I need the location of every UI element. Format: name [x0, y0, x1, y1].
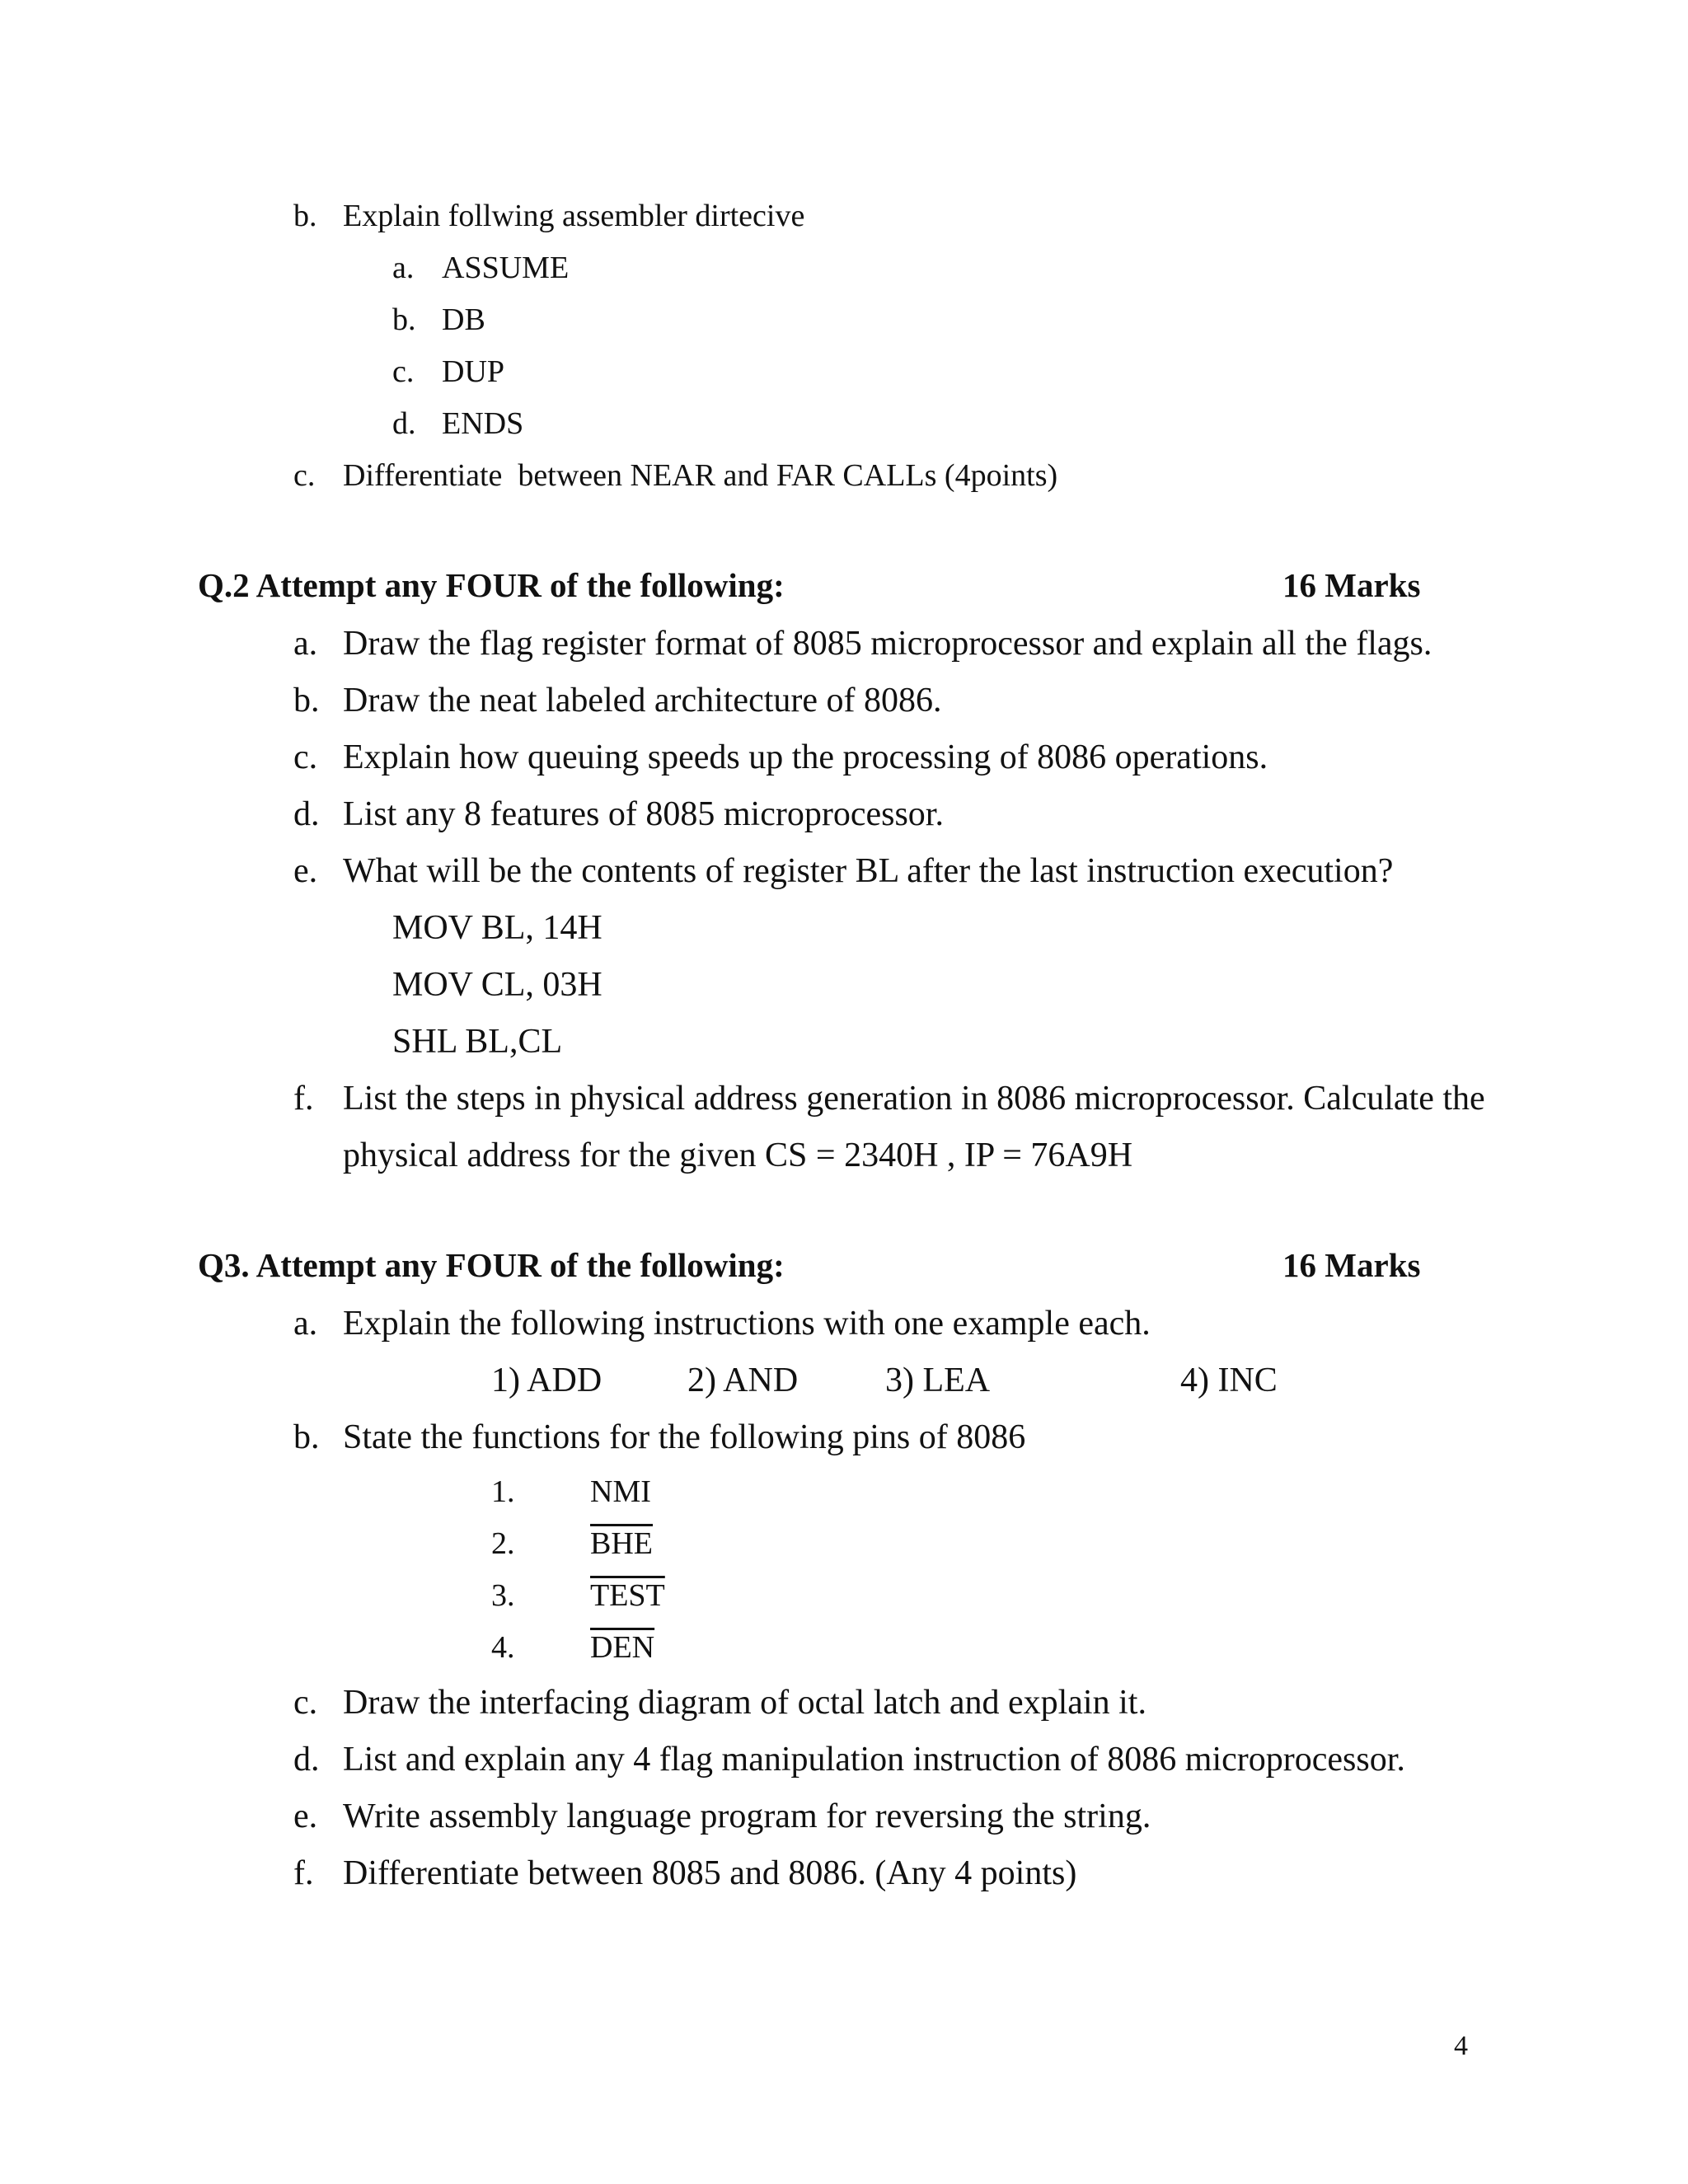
q3-d-text: List and explain any 4 flag manipulation instruction of 8086 microprocessor.	[343, 1741, 1405, 1779]
q3-a-instruction-inc: 4) INC	[1180, 1361, 1278, 1399]
q1-b-item-d-text: ENDS	[442, 406, 524, 441]
q3-b-pin-test: TEST	[590, 1578, 665, 1613]
q1-c-text: Differentiate between NEAR and FAR CALLs (4points)	[343, 458, 1058, 493]
q3-b-pin-den: $\overline{DEN}$	[590, 1630, 655, 1665]
q3-b-pin-2-num: 2.	[491, 1526, 515, 1561]
q3-b-pin-3-num: 3.	[491, 1578, 515, 1613]
q2-code-line-1: MOV BL, 14H	[392, 909, 603, 947]
q1-b-item-d-marker: d.	[392, 406, 416, 441]
q1-b-text: Explain follwing assembler dirtecive	[343, 199, 805, 233]
q2-item-c-text: Explain how queuing speeds up the processing of 8086 operations.	[343, 738, 1268, 776]
q3-f-marker: f.	[293, 1854, 314, 1892]
q3-marks: 16 Marks	[1282, 1246, 1421, 1284]
q2-marks: 16 Marks	[1282, 566, 1421, 604]
q2-item-d-marker: d.	[293, 795, 320, 833]
q1-b-item-c-marker: c.	[392, 354, 415, 389]
page-number: 4	[1454, 2031, 1468, 2061]
q3-b-text: State the functions for the following pins of 8086	[343, 1418, 1026, 1456]
q3-a-text: Explain the following instructions with one example each.	[343, 1305, 1151, 1343]
q3-b-pin-1-num: 1.	[491, 1474, 515, 1509]
q2-item-d-text: List any 8 features of 8085 microprocessor.	[343, 795, 944, 833]
q2-item-f-text-cont: physical address for the given CS = 2340H , IP = 76A9H	[343, 1137, 1133, 1174]
q2-item-e-marker: e.	[293, 852, 318, 890]
q3-a-marker: a.	[293, 1305, 318, 1343]
q1-b-item-a-marker: a.	[392, 251, 415, 285]
q1-b-item-c-text: DUP	[442, 354, 505, 389]
q2-item-f-marker: f.	[293, 1080, 314, 1118]
q3-a-instruction-lea: 3) LEA	[885, 1361, 991, 1399]
q3-f-text: Differentiate between 8085 and 8086. (Any 4 points)	[343, 1854, 1077, 1892]
q2-item-a-marker: a.	[293, 625, 318, 663]
q3-e-text: Write assembly language program for reversing the string.	[343, 1797, 1151, 1835]
q3-b-pin-nmi: NMI	[590, 1474, 651, 1509]
q2-item-a-text: Draw the flag register format of 8085 microprocessor and explain all the flags.	[343, 625, 1432, 663]
q3-b-pin-bhe: $\overline{BHE}$	[590, 1526, 653, 1561]
q3-b-pin-4-num: 4.	[491, 1630, 515, 1665]
q3-e-marker: e.	[293, 1797, 318, 1835]
q2-heading: Q.2 Attempt any FOUR of the following:	[198, 566, 785, 604]
q2-item-f-text: List the steps in physical address generation in 8086 microprocessor. Calculate the	[343, 1080, 1485, 1118]
q3-a-instruction-and: 2) AND	[687, 1361, 799, 1399]
q3-c-text: Draw the interfacing diagram of octal latch and explain it.	[343, 1684, 1146, 1722]
q3-d-marker: d.	[293, 1741, 320, 1779]
q1-c-marker: c.	[293, 458, 316, 493]
q3-a-instruction-add: 1) ADD	[491, 1361, 603, 1399]
q1-b-item-b-marker: b.	[392, 302, 416, 337]
q2-item-b-text: Draw the neat labeled architecture of 8086.	[343, 682, 942, 719]
q2-item-e-text: What will be the contents of register BL after the last instruction execution?	[343, 852, 1394, 890]
q2-code-line-2: MOV CL, 03H	[392, 966, 603, 1004]
q2-code-line-3: SHL BL,CL	[392, 1023, 563, 1061]
q1-b-item-a-text: ASSUME	[442, 251, 570, 285]
q1-b-marker: b.	[293, 199, 317, 233]
q1-b-item-b-text: DB	[442, 302, 485, 337]
q3-c-marker: c.	[293, 1684, 318, 1722]
q2-item-b-marker: b.	[293, 682, 320, 719]
q3-heading: Q3. Attempt any FOUR of the following:	[198, 1246, 785, 1284]
q2-item-c-marker: c.	[293, 738, 318, 776]
q3-b-marker: b.	[293, 1418, 320, 1456]
